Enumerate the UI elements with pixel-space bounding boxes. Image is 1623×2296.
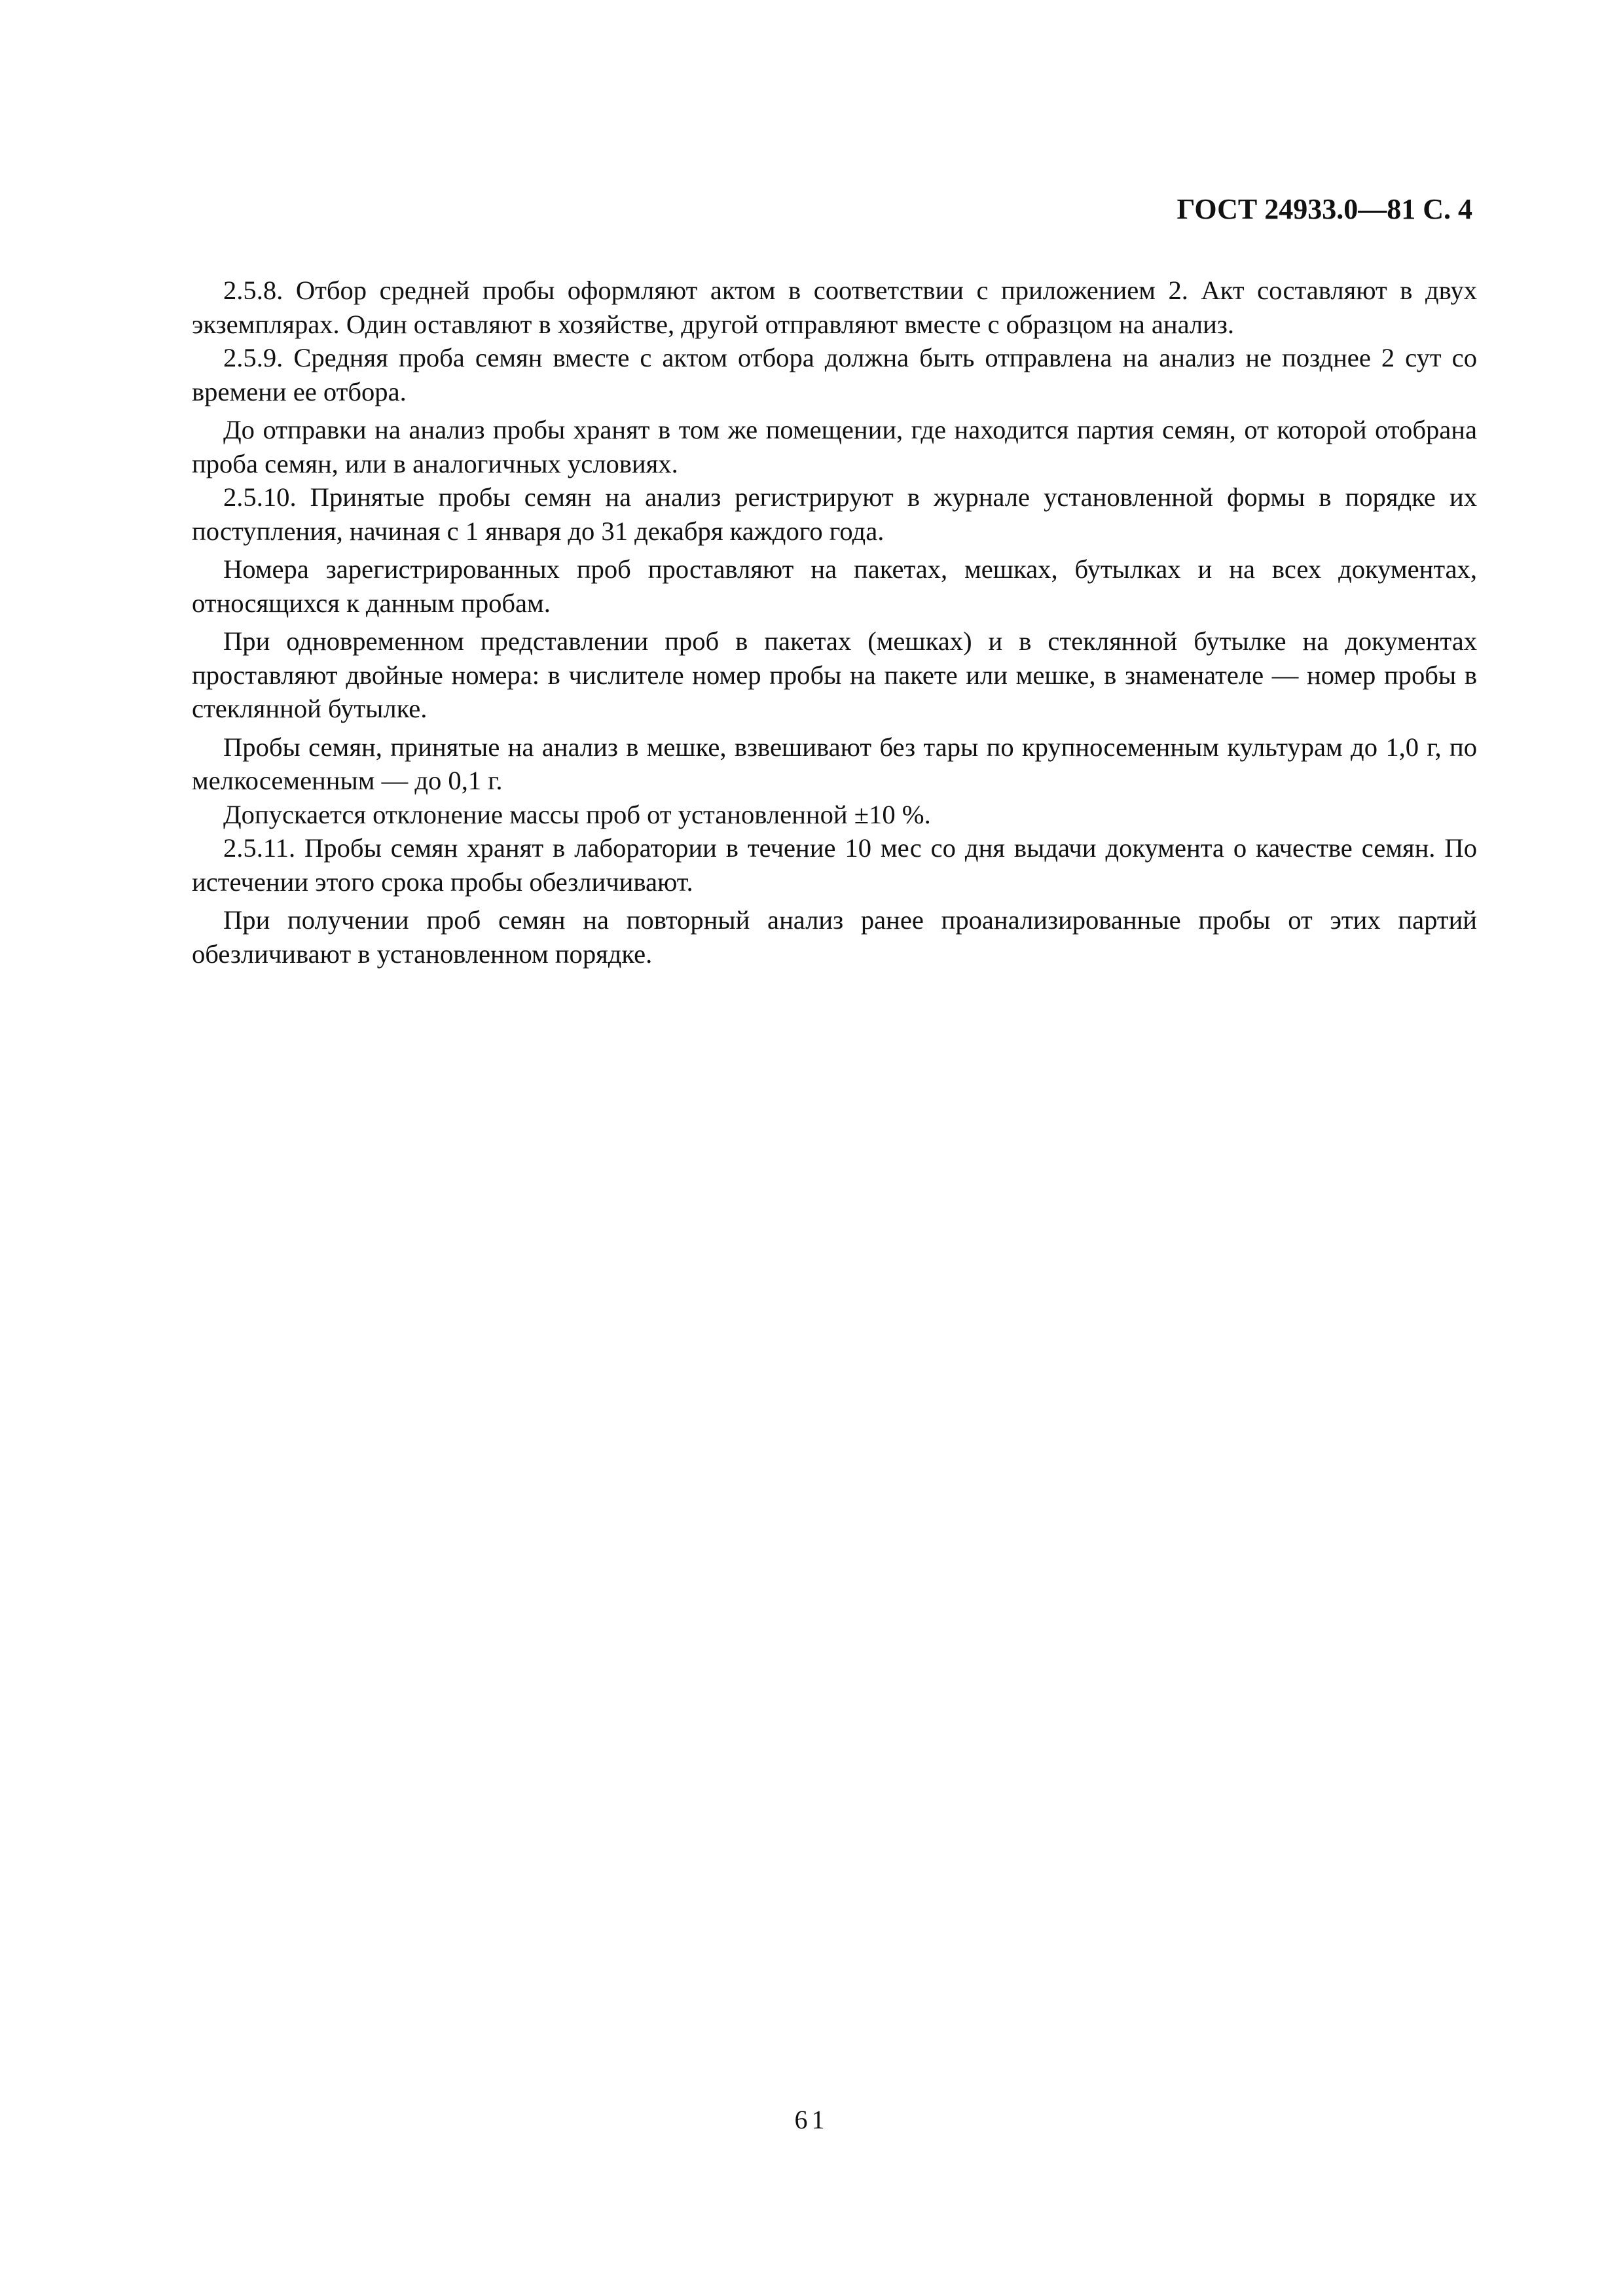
paragraph-sample-numbering: Номера зарегистрированных проб проставляют на пакетах, мешках, бутылках и на всех документах, относящихся к данным пробам.: [192, 554, 1477, 618]
body-text: [192, 274, 1477, 971]
page-number: 61: [794, 2105, 829, 2134]
paragraph-2-5-10: 2.5.10. Принятые пробы семян на анализ регистрируют в журнале установленной формы в порядке их поступления, начиная с 1 января до 31 декабря каждого года.: [192, 482, 1477, 546]
running-header: ГОСТ 24933.0—81 С. 4: [1176, 193, 1472, 225]
paragraph-double-numbers: При одновременном представлении проб в пакетах (мешках) и в стеклянной бутылке на документах проставляют двойные номера: в числителе номер пробы на пакете или мешке, в знаменателе — номер пробы в стеклянной бутылке.: [192, 626, 1477, 723]
paragraph-2-5-9: 2.5.9. Средняя проба семян вместе с актом отбора должна быть отправлена на анализ не позднее 2 сут со времени ее отбора.: [192, 343, 1477, 406]
paragraph-storage-before-shipping: До отправки на анализ пробы хранят в том же помещении, где находится партия семян, от которой отобрана проба семян, или в аналогичных условиях.: [192, 415, 1477, 478]
paragraph-weighing: Пробы семян, принятые на анализ в мешке, взвешивают без тары по крупносеменным культурам до 1,0 г, по мелкосеменным — до 0,1 г.: [192, 732, 1477, 795]
paragraph-mass-tolerance: Допускается отклонение массы проб от установленной ±10 %.: [223, 799, 931, 829]
paragraph-2-5-8: 2.5.8. Отбор средней пробы оформляют актом в соответствии с приложением 2. Акт составляют в двух экземплярах. Один оставляют в хозяйстве, другой отправляют вместе с образцом на анализ.: [192, 276, 1477, 339]
paragraph-repeat-analysis: При получении проб семян на повторный анализ ранее проанализированные пробы от этих партий обезличивают в установленном порядке.: [192, 905, 1477, 969]
paragraph-2-5-11: 2.5.11. Пробы семян хранят в лаборатории в течение 10 мес со дня выдачи документа о качестве семян. По истечении этого срока пробы обезличивают.: [192, 833, 1477, 897]
